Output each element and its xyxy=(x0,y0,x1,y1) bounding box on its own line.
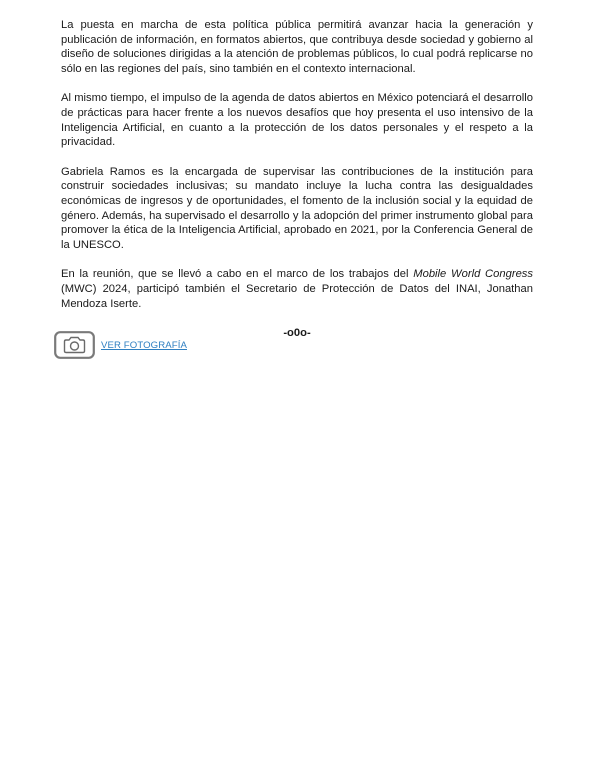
camera-icon[interactable] xyxy=(54,331,95,359)
paragraph-meeting xyxy=(61,267,533,311)
document-body xyxy=(61,18,533,341)
closing-mark: -o0o- xyxy=(283,326,311,339)
event-name: Mobile World Congress xyxy=(413,268,534,281)
paragraph-meeting-start: En la reunión, que se llevó a cabo en el marco de los trabajos del xyxy=(61,268,414,281)
paragraph-gabriela-ramos: Gabriela Ramos es la encargada de supervisar las contribuciones de la institución para construir sociedades inclusivas; su mandato incluye la lucha contra las desigualdades económicas de ingresos y de oportunidades, el fomento de la inclusión social y la equidad de género. Además, ha supervisado el desarrollo y la adopción del primer instrumento global para promover la ética de la Inteligencia Artificial, aprobado en 2021, por la Conferencia General de la UNESCO. xyxy=(61,165,533,252)
view-photo-link[interactable]: VER FOTOGRAFÍA xyxy=(101,339,187,351)
paragraph-open-data-policy: La puesta en marcha de esta política pública permitirá avanzar hacia la generación y publicación de información, en formatos abiertos, que contribuya desde sociedad y gobierno al diseño de soluciones dirigidas a la atención de problemas públicos, lo cual podrá replicarse no sólo en las regiones del país, sino también en el contexto internacional. xyxy=(61,19,533,76)
paragraph-artificial-intelligence: Al mismo tiempo, el impulso de la agenda de datos abiertos en México potenciará el desarrollo de prácticas para hacer frente a los nuevos desafíos que hoy presenta el uso intensivo de la Inteligencia Artificial, en cuanto a la protección de los datos personales y el respeto a la privacidad. xyxy=(61,92,533,149)
photo-link-row[interactable] xyxy=(54,330,187,360)
paragraph-meeting-end: (MWC) 2024, participó también el Secretario de Protección de Datos del INAI, Jonathan Mendoza Iserte. xyxy=(61,283,533,310)
